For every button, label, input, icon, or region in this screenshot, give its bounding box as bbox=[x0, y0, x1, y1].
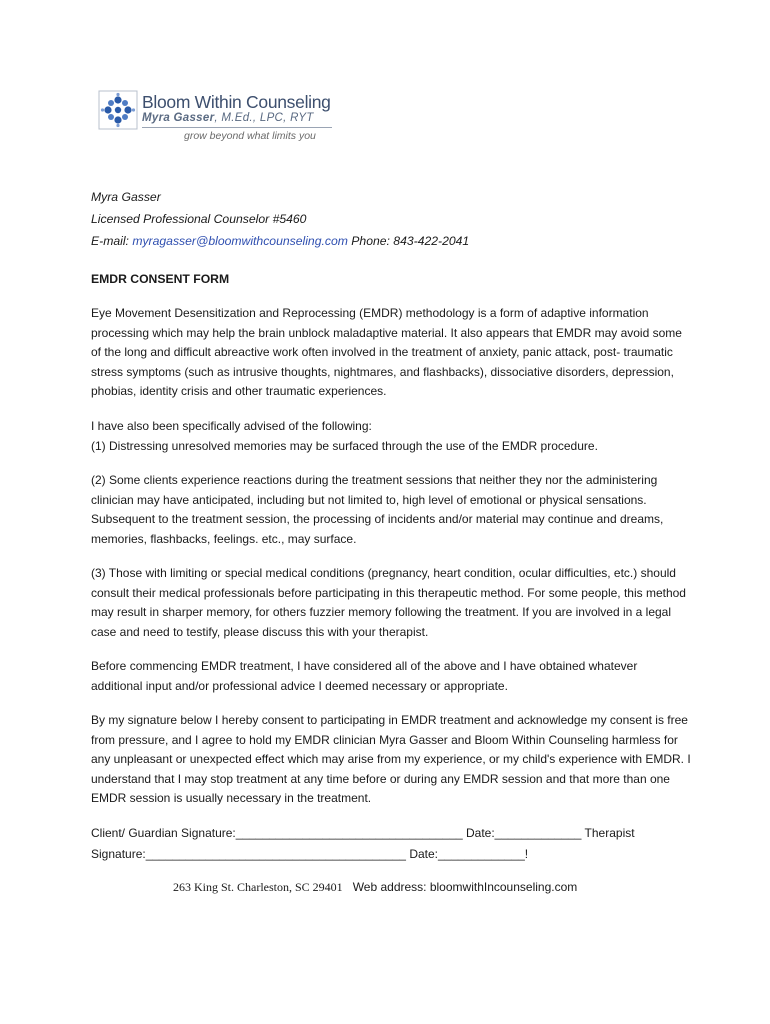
logo bbox=[98, 90, 338, 146]
logo-sub-name: Myra Gasser bbox=[142, 112, 215, 124]
paragraph-text: I have also been specifically advised of the following: bbox=[91, 419, 372, 433]
paragraph-text: Eye Movement Desensitization and Reprocessing (EMDR) methodology is a form of adaptive information processing which may help the brain unblock maladaptive material. It also appears that EMDR may avoid some of the long and difficult abreactive work often involved in the treatment of anxiety, panic attack, post- traumatic stress symptoms (such as intrusive thoughts, nightmares, and flashbacks), dissociative disorders, depression, phobias, identity crisis and other traumatic experiences. bbox=[91, 306, 682, 398]
email-link[interactable]: myragasser@bloomwithcounseling.com bbox=[132, 234, 348, 248]
logo-tagline: grow beyond what limits you bbox=[184, 130, 316, 142]
logo-subtitle bbox=[142, 112, 314, 124]
email-label: E-mail: bbox=[91, 234, 133, 248]
footer-address: 263 King St. Charleston, SC 29401 bbox=[173, 880, 343, 894]
paragraph-text: Before commencing EMDR treatment, I have considered all of the above and I have obtained whatever additional input and/or professional advice I deemed necessary or appropriate. bbox=[91, 659, 638, 693]
counselor-name: Myra Gasser bbox=[91, 190, 161, 204]
signature-block bbox=[91, 823, 691, 865]
footer-web: Web address: bloomwithIncounseling.com bbox=[352, 880, 578, 894]
logo-divider bbox=[142, 127, 332, 128]
client-signature-line[interactable]: Client/ Guardian Signature:__________________________________ Date:_____________ Therapist bbox=[91, 826, 635, 840]
paragraph-text: (1) Distressing unresolved memories may be surfaced through the use of the EMDR procedure. bbox=[91, 438, 598, 453]
counselor-license: Licensed Professional Counselor #5460 bbox=[91, 212, 307, 226]
paragraph-advised bbox=[91, 417, 691, 456]
phone: Phone: 843-422-2041 bbox=[347, 234, 470, 248]
contact-line bbox=[91, 234, 469, 248]
paragraph-before bbox=[91, 657, 691, 696]
paragraph-text: (2) Some clients experience reactions during the treatment sessions that neither they nor the administering clinician may have anticipated, including but not limited to, high level of emotional or physical sensations. Subsequent to the treatment session, the processing of incidents and/or material may continue and dreams, memories, flashbacks, feelings. etc., may surface. bbox=[91, 473, 664, 546]
paragraph-text: (3) Those with limiting or special medical conditions (pregnancy, heart condition, ocular difficulties, etc.) should consult their medical professionals before participating in this therapeutic method. For some people, this method may result in sharper memory, for others fuzzier memory following the treatment. If you are involved in a legal case and need to testify, please discuss this with your therapist. bbox=[91, 566, 686, 639]
logo-sub-credentials: , M.Ed., LPC, RYT bbox=[214, 112, 314, 124]
logo-title: Bloom Within Counseling bbox=[142, 92, 331, 112]
form-title: EMDR CONSENT FORM bbox=[91, 272, 230, 286]
paragraph-item-2 bbox=[91, 471, 691, 549]
therapist-signature-line[interactable]: Signature:_______________________________________ Date:_____________! bbox=[91, 847, 529, 861]
bloom-flower-icon bbox=[98, 90, 138, 130]
paragraph-consent bbox=[91, 711, 691, 809]
paragraph-item-3 bbox=[91, 564, 691, 642]
footer bbox=[173, 880, 577, 895]
paragraph-text: By my signature below I hereby consent to participating in EMDR treatment and acknowledge my consent is free from pressure, and I agree to hold my EMDR clinician Myra Gasser and Bloom Within Counseling harmless for any unpleasant or unexpected effect which may arise from my experience, or my child's experience with EMDR. I understand that I may stop treatment at any time before or during any EMDR session and that more than one EMDR session is usually necessary in the treatment. bbox=[91, 713, 691, 805]
paragraph-intro bbox=[91, 304, 691, 402]
